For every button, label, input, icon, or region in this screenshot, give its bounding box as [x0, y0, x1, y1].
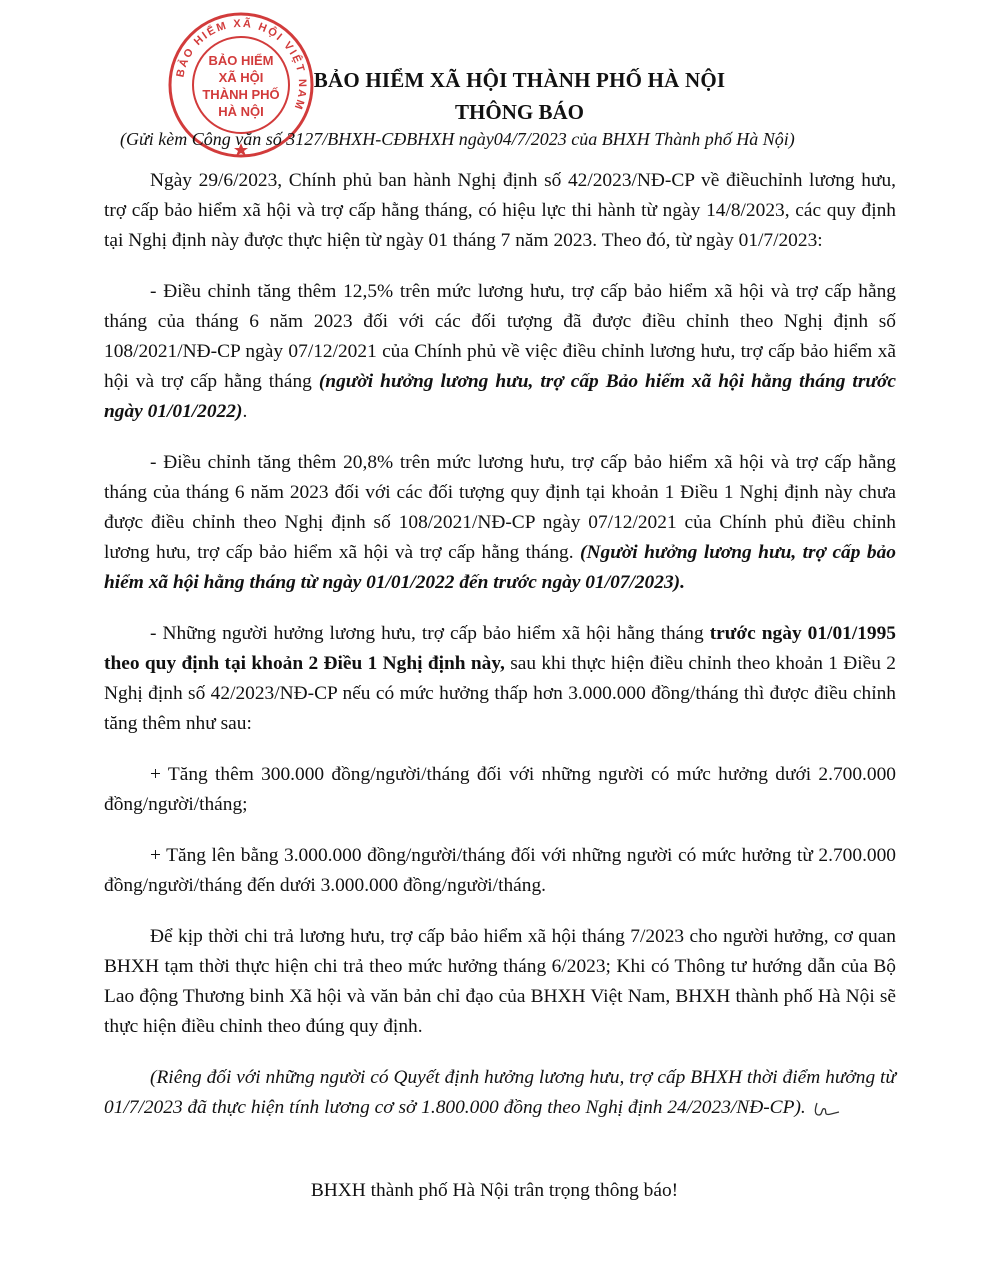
paragraph-note — [104, 1063, 896, 1123]
paragraph-adjust-12-5-end: . — [242, 401, 248, 422]
seal-line-3: THÀNH PHỐ — [202, 87, 280, 102]
seal-line-2: XÃ HỘI — [218, 70, 264, 85]
seal-ring-text: BẢO HIỂM XÃ HỘI VIỆT NAM — [174, 17, 309, 113]
paragraph-adjust-20-8-text: - Điều chỉnh tăng thêm 20,8% trên mức lương hưu, trợ cấp bảo hiểm xã hội và trợ cấp hằng tháng của tháng 6 năm 2023 đối với các đối tượng quy định tại khoản 1 Điều 1 Nghị định này chưa được điều chỉnh theo Nghị định số 108/2021/NĐ-CP ngày 07/12/2021 của Chính phủ điều chỉnh lương hưu, trợ cấp bảo hiểm xã hội và trợ cấp hằng tháng. — [104, 452, 896, 563]
paragraph-adjust-20-8 — [104, 448, 896, 598]
paragraph-pre-1995-text-b: sau khi thực hiện điều chỉnh theo khoản 1 Điều 2 Nghị định số 42/2023/NĐ-CP nếu có mức hưởng thấp hơn 3.000.000 đồng/tháng thì được điều chỉnh tăng thêm như sau: — [104, 653, 896, 734]
paragraph-adjust-20-8-note: (Người hưởng lương hưu, trợ cấp bảo hiểm xã hội hằng tháng từ ngày 01/01/2022 đến trước ngày 01/07/2023). — [104, 542, 896, 593]
paragraph-adjust-12-5 — [104, 277, 896, 427]
paragraph-pre-1995 — [104, 619, 896, 739]
organization-title: BẢO HIỂM XÃ HỘI THÀNH PHỐ HÀ NỘI — [313, 68, 726, 92]
document-subtitle: (Gửi kèm Công văn số 3127/BHXH-CĐBHXH ngày04/7/2023 của BHXH Thành phố Hà Nội) — [120, 129, 795, 149]
paragraph-pre-1995-text-a: - Những người hưởng lương hưu, trợ cấp bảo hiểm xã hội hằng tháng — [150, 623, 710, 644]
paragraph-note-text: (Riêng đối với những người có Quyết định hưởng lương hưu, trợ cấp BHXH thời điểm hưởng từ 01/7/2023 đã thực hiện tính lương cơ sở 1.800.000 đồng theo Nghị định 24/2023/NĐ-CP). — [104, 1067, 896, 1118]
paragraph-intro: Ngày 29/6/2023, Chính phủ ban hành Nghị định số 42/2023/NĐ-CP về điềuchỉnh lương hưu, trợ cấp bảo hiểm xã hội và trợ cấp hằng tháng, có hiệu lực thi hành từ ngày 14/8/2023, các quy định tại Nghị định này được thực hiện từ ngày 01 tháng 7 năm 2023. Theo đó, từ ngày 01/7/2023: — [104, 170, 896, 251]
paragraph-increase-300k: + Tăng thêm 300.000 đồng/người/tháng đối với những người có mức hưởng dưới 2.700.000 đồng/người/tháng; — [104, 764, 896, 815]
paragraph-pre-1995-bold: trước ngày 01/01/1995 theo quy định tại khoản 2 Điều 1 Nghị định này, — [104, 623, 897, 674]
document-body — [104, 166, 896, 1144]
paragraph-increase-to-3m: + Tăng lên bằng 3.000.000 đồng/người/tháng đối với những người có mức hưởng từ 2.700.000 đồng/người/tháng đến dưới 3.000.000 đồng/người/tháng. — [104, 845, 896, 896]
initial-signature-icon — [811, 1099, 841, 1119]
document-title: THÔNG BÁO — [455, 100, 584, 124]
seal-line-4: HÀ NỘI — [218, 104, 264, 119]
paragraph-adjust-12-5-text: - Điều chỉnh tăng thêm 12,5% trên mức lương hưu, trợ cấp bảo hiểm xã hội và trợ cấp hằng tháng của tháng 6 năm 2023 đối với các đối tượng đã được điều chỉnh theo Nghị định số 108/2021/NĐ-CP ngày 07/12/2021 của Chính phủ về việc điều chỉnh lương hưu, trợ cấp bảo hiểm xã hội và trợ cấp hằng tháng — [104, 281, 896, 392]
closing-statement: BHXH thành phố Hà Nội trân trọng thông báo! — [310, 1180, 679, 1201]
paragraph-adjust-12-5-note: (người hưởng lương hưu, trợ cấp Bảo hiểm xã hội hằng tháng trước ngày 01/01/2022) — [104, 371, 896, 422]
seal-line-1: BẢO HIỂM — [208, 53, 274, 68]
paragraph-payment: Để kịp thời chi trả lương hưu, trợ cấp bảo hiểm xã hội tháng 7/2023 cho người hưởng, cơ quan BHXH tạm thời thực hiện chi trả theo mức hưởng tháng 6/2023; Khi có Thông tư hướng dẫn của Bộ Lao động Thương binh Xã hội và văn bản chỉ đạo của BHXH Việt Nam, BHXH thành phố Hà Nội sẽ thực hiện điều chỉnh theo đúng quy định. — [104, 926, 896, 1037]
